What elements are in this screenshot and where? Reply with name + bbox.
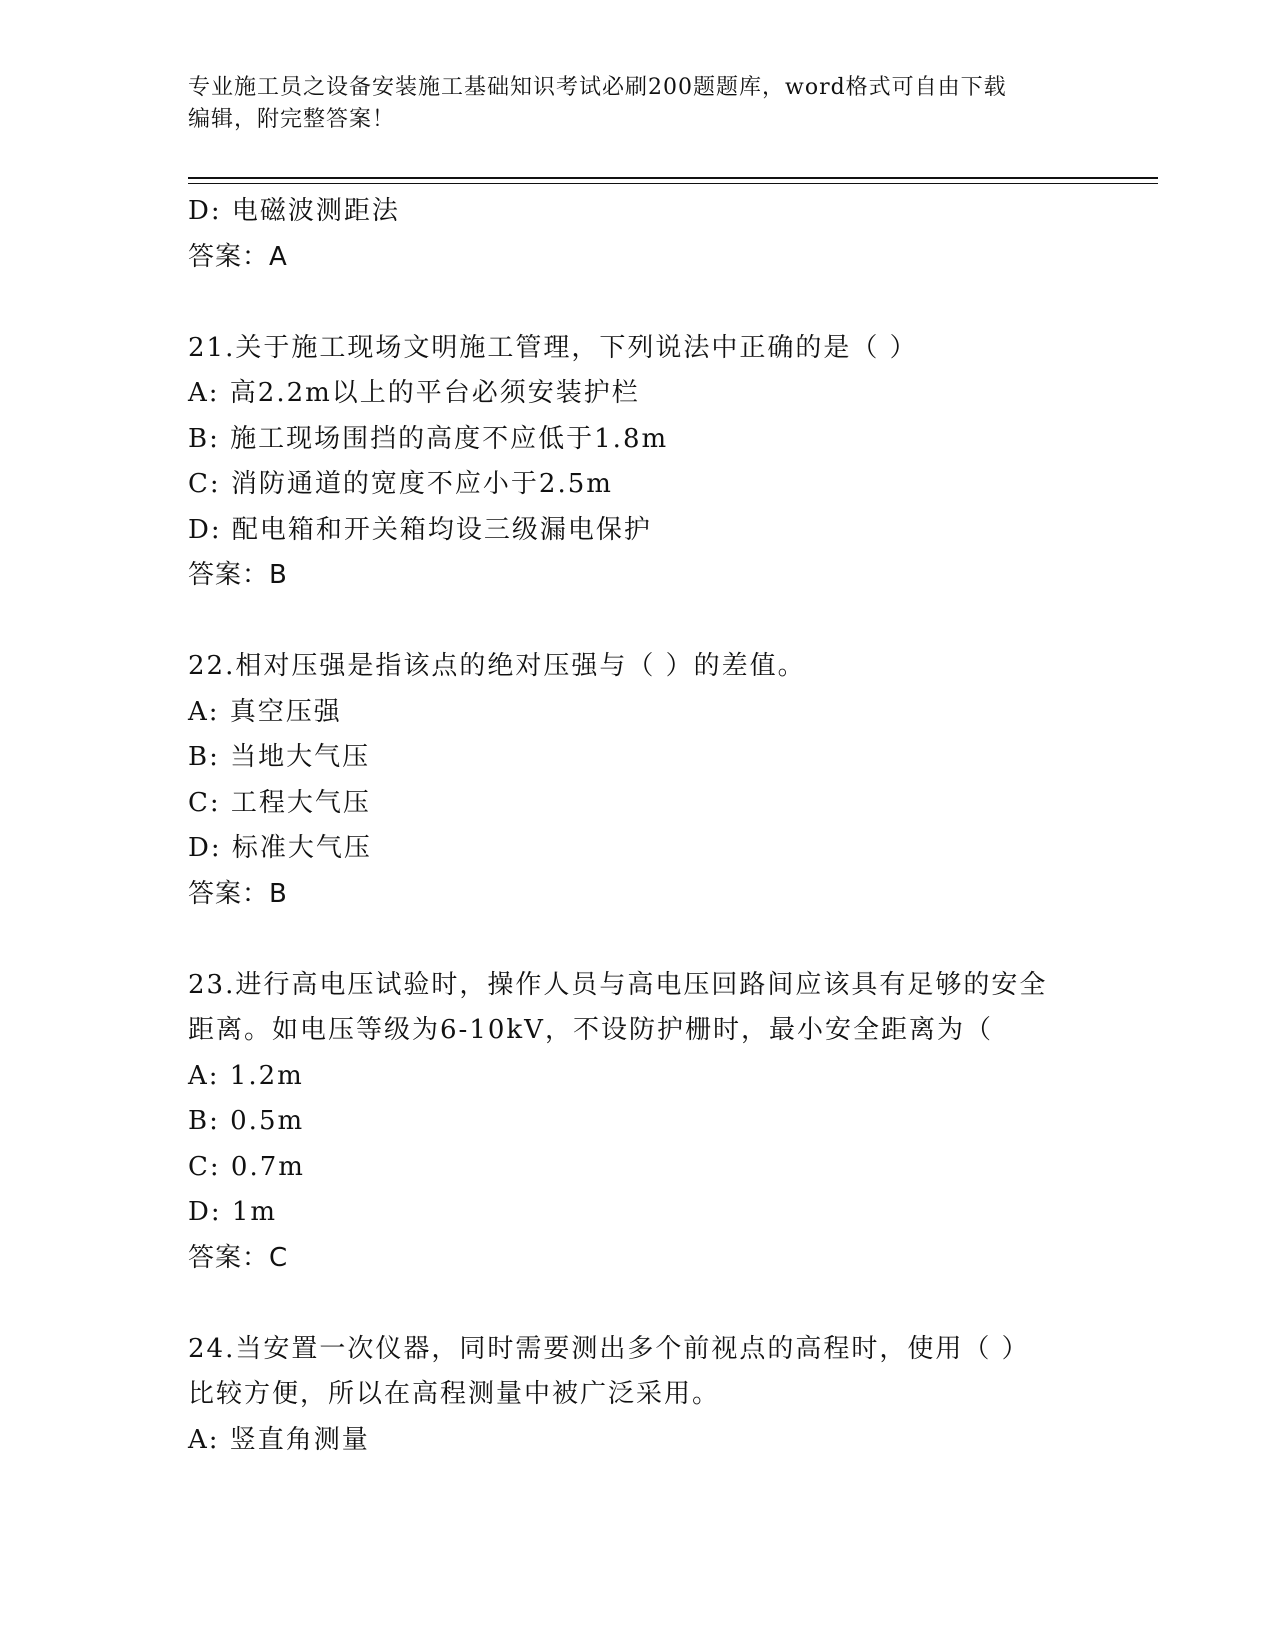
question-21 bbox=[188, 326, 1078, 599]
header-line-1: 专业施工员之设备安装施工基础知识考试必刷200题题库，word格式可自由下载 bbox=[188, 75, 1007, 100]
option-a: A: 真空压强 bbox=[188, 696, 342, 727]
option-c: C: 消防通道的宽度不应小于2.5m bbox=[188, 469, 613, 499]
option-a: A: 竖直角测量 bbox=[188, 1424, 370, 1455]
question-stem-line-2: 比较方便，所以在高程测量中被广泛采用。 bbox=[188, 1379, 721, 1409]
question-stem: 21.关于施工现场文明施工管理，下列说法中正确的是（ ） bbox=[188, 332, 918, 363]
spacer bbox=[188, 917, 1078, 963]
option-c: C: 工程大气压 bbox=[188, 787, 371, 818]
option-d: D: 标准大气压 bbox=[188, 833, 372, 863]
question-stem-line-1: 23.进行高电压试验时，操作人员与高电压回路间应该具有足够的安全 bbox=[188, 969, 1048, 1000]
question-stem: 22.相对压强是指该点的绝对压强与（ ）的差值。 bbox=[188, 651, 806, 681]
header-rule-thin bbox=[188, 183, 1158, 184]
option-b: B: 0.5m bbox=[188, 1106, 305, 1136]
option-d: D: 配电箱和开关箱均设三级漏电保护 bbox=[188, 514, 652, 545]
option-a: A: 1.2m bbox=[188, 1060, 304, 1091]
spacer bbox=[188, 1281, 1078, 1327]
question-23 bbox=[188, 963, 1078, 1282]
option-b: B: 施工现场围挡的高度不应低于1.8m bbox=[188, 423, 669, 454]
header-line-2: 编辑，附完整答案！ bbox=[188, 107, 396, 132]
question-24 bbox=[188, 1327, 1078, 1464]
spacer bbox=[188, 599, 1078, 645]
prev-option-d: D: 电磁波测距法 bbox=[188, 196, 400, 226]
document-header bbox=[188, 72, 1068, 136]
option-a: A: 高2.2m以上的平台必须安装护栏 bbox=[188, 378, 640, 408]
answer: 答案：B bbox=[188, 878, 288, 909]
question-stem-line-2: 距离。如电压等级为6-10kV，不设防护栅时，最小安全距离为（ bbox=[188, 1015, 993, 1045]
option-c: C: 0.7m bbox=[188, 1151, 305, 1182]
prev-answer: 答案：A bbox=[188, 241, 288, 272]
answer: 答案：B bbox=[188, 560, 288, 590]
option-d: D: 1m bbox=[188, 1197, 278, 1227]
spacer bbox=[188, 280, 1078, 326]
question-stem-line-1: 24.当安置一次仪器，同时需要测出多个前视点的高程时，使用（ ） bbox=[188, 1333, 1030, 1364]
question-22 bbox=[188, 644, 1078, 917]
question-list bbox=[188, 189, 1078, 1463]
option-b: B: 当地大气压 bbox=[188, 742, 371, 772]
header-rule-thick bbox=[188, 177, 1158, 179]
answer: 答案：C bbox=[188, 1242, 289, 1273]
